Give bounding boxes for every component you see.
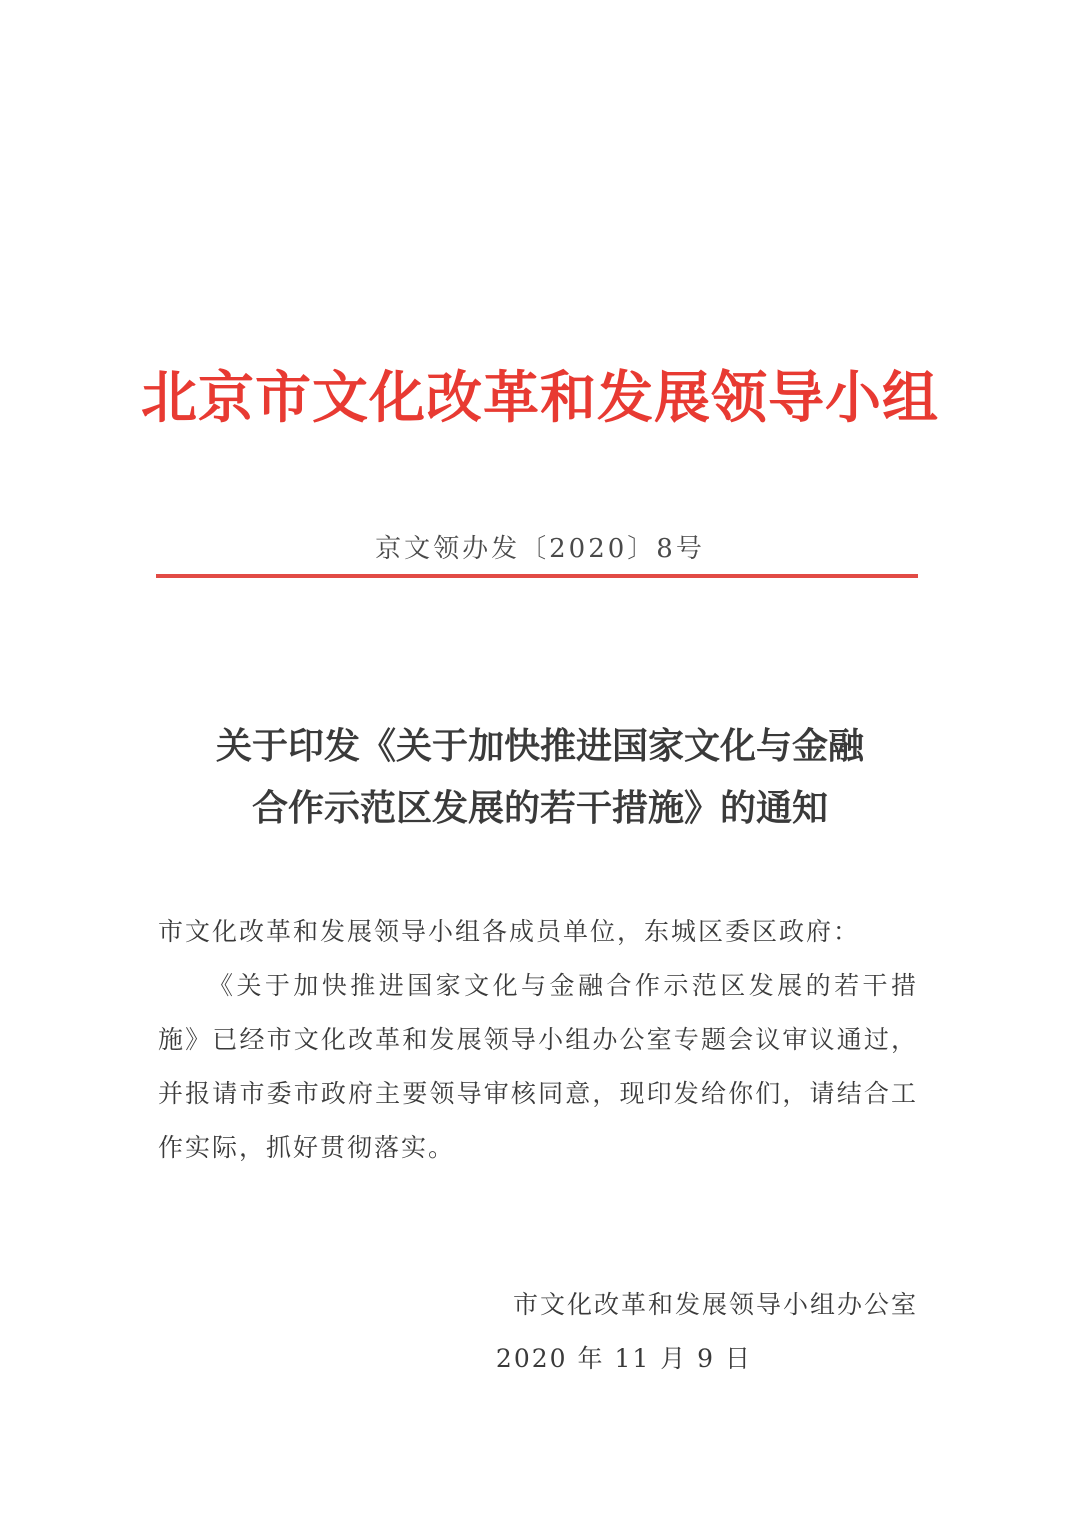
salutation: 市文化改革和发展领导小组各成员单位，东城区委区政府： <box>158 917 861 946</box>
title-line-1: 关于印发《关于加快推进国家文化与金融 <box>215 725 864 767</box>
signature-office: 市文化改革和发展领导小组办公室 <box>512 1290 918 1319</box>
document-body <box>158 905 918 1175</box>
signature-block <box>0 1278 918 1386</box>
title-line-2: 合作示范区发展的若干措施》的通知 <box>251 787 828 829</box>
red-divider-line <box>156 574 918 578</box>
signature-date: 2020 年 11 月 9 日 <box>495 1344 752 1373</box>
body-paragraph: 《关于加快推进国家文化与金融合作示范区发展的若干措施》已经市文化改革和发展领导小组办公室专题会议审议通过，并报请市委市政府主要领导审核同意，现印发给你们，请结合工作实际，抓好贯彻落实。 <box>158 971 918 1162</box>
issuer-masthead: 北京市文化改革和发展领导小组 <box>141 366 939 431</box>
document-title <box>0 715 1080 839</box>
document-number: 京文领办发〔2020〕8号 <box>375 534 705 564</box>
